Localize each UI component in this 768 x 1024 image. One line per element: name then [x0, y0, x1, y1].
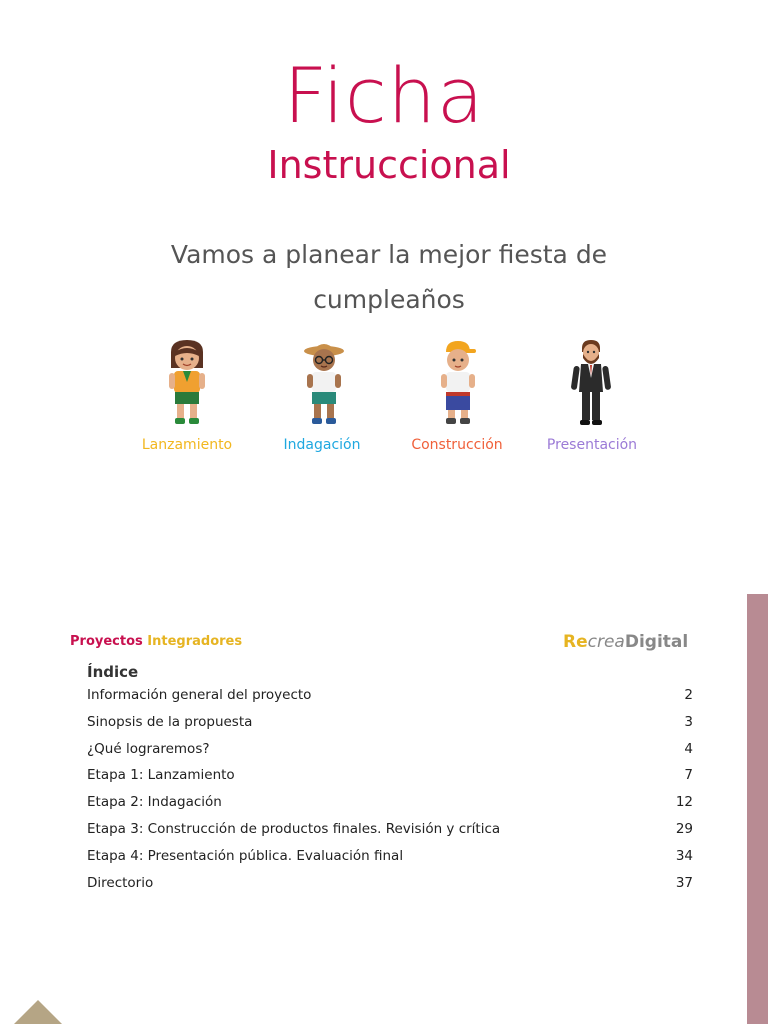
toc-item-title: Etapa 4: Presentación pública. Evaluación final: [87, 847, 404, 864]
toc-item[interactable]: [87, 816, 693, 843]
proyectos-integradores-logo: [70, 634, 242, 649]
toc-item-title: Información general del proyecto: [87, 687, 312, 703]
toc-item-title: Etapa 3: Construcción de productos finales. Revisión y crítica: [87, 820, 501, 837]
page-subtitle: Instruccional: [267, 143, 511, 187]
table-of-contents: [87, 682, 693, 896]
toc-item[interactable]: [87, 762, 693, 789]
girl-character-icon: [163, 338, 211, 428]
toc-item[interactable]: [87, 682, 693, 709]
toc-item-page: 7: [684, 767, 693, 784]
toc-item-title: Etapa 1: Lanzamiento: [87, 767, 235, 784]
brand-right-part1: Re: [563, 632, 588, 652]
stage-label-construccion: Construcción: [411, 437, 503, 453]
project-tagline: Vamos a planear la mejor fiesta de cumpleaños: [170, 240, 608, 314]
toc-item-page: 34: [675, 847, 693, 864]
toc-item[interactable]: [87, 870, 693, 897]
side-accent-bar: [747, 594, 768, 1024]
toc-item-page: 29: [675, 820, 693, 837]
recrea-digital-logo: [563, 632, 688, 652]
toc-item-title: ¿Qué lograremos?: [87, 740, 210, 757]
builder-boy-character-icon: [434, 338, 482, 428]
stage-label-lanzamiento: Lanzamiento: [141, 437, 233, 453]
toc-item[interactable]: [87, 709, 693, 736]
toc-item-page: 4: [684, 740, 693, 757]
toc-item-page: 12: [675, 794, 693, 811]
brand-left-part1: Proyectos: [70, 634, 143, 649]
toc-item-title: Sinopsis de la propuesta: [87, 713, 253, 730]
page-title: Ficha: [283, 51, 485, 140]
brand-left-part2: Integradores: [147, 634, 243, 649]
toc-item[interactable]: [87, 789, 693, 816]
presenter-man-character-icon: [567, 338, 615, 428]
stage-label-presentacion: Presentación: [546, 437, 638, 453]
explorer-boy-character-icon: [300, 338, 348, 428]
toc-item[interactable]: [87, 736, 693, 763]
stage-label-indagacion: Indagación: [283, 437, 361, 453]
toc-item-page: 2: [684, 687, 693, 703]
toc-item-title: Etapa 2: Indagación: [87, 794, 222, 811]
toc-item[interactable]: [87, 843, 693, 870]
brand-right-part3: Digital: [624, 632, 689, 652]
corner-triangle-icon: [14, 1000, 62, 1024]
toc-item-page: 37: [675, 874, 693, 891]
brand-right-part2: crea: [587, 632, 625, 652]
toc-item-page: 3: [684, 713, 693, 730]
toc-item-title: Directorio: [87, 874, 154, 891]
toc-heading: Índice: [87, 663, 139, 681]
